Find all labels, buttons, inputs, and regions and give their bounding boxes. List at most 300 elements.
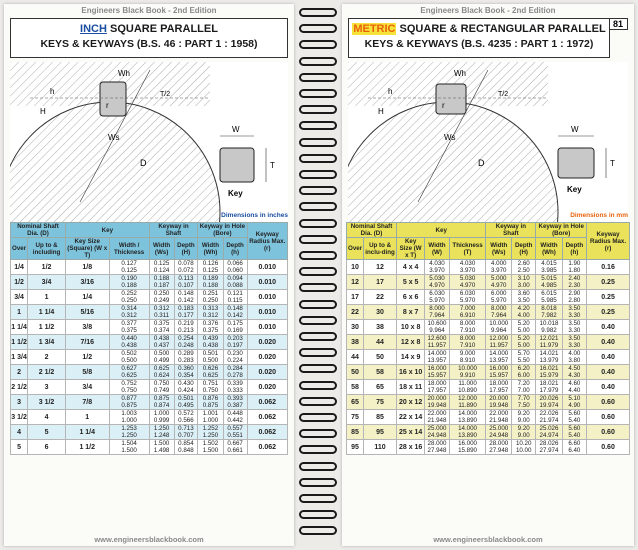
max-value: 16.000	[458, 440, 478, 447]
max-value: 1.500	[153, 440, 170, 447]
table-cell	[587, 290, 630, 305]
table-cell	[425, 335, 449, 350]
max-value: 28.026	[539, 440, 559, 447]
diagram-label-key: Key	[228, 189, 243, 198]
table-cell	[562, 320, 586, 335]
max-value: 0.377	[121, 320, 137, 327]
table-cell	[109, 350, 149, 365]
min-value: 0.375	[121, 327, 137, 334]
title-line2: KEYS & KEYWAYS (B.S. 46 : PART 1 : 1958)	[40, 38, 258, 50]
min-value: 4.40	[568, 387, 581, 394]
binding-ring-icon	[299, 397, 337, 406]
min-value: 2.30	[568, 282, 581, 289]
table-row	[347, 410, 630, 425]
table-row	[347, 380, 630, 395]
cell-value: 1	[85, 413, 90, 421]
table-row	[347, 335, 630, 350]
cell-value: 0.020	[258, 383, 277, 391]
diagram-label-ws: Ws	[444, 133, 456, 142]
min-value: 19.948	[427, 402, 447, 409]
table-cell	[512, 395, 536, 410]
max-value: 10.000	[489, 320, 509, 327]
table-cell	[109, 395, 149, 410]
binding-ring-icon	[299, 413, 337, 422]
binding-ring-icon	[299, 154, 337, 163]
page-title	[348, 18, 610, 58]
table-cell	[223, 275, 247, 290]
cell-value: 2 1/2	[11, 383, 27, 391]
min-value: 5.970	[459, 297, 476, 304]
header-ws: Width (Ws)	[149, 238, 174, 260]
table-cell	[587, 395, 630, 410]
table-cell	[364, 350, 397, 365]
table-cell	[11, 275, 28, 290]
max-value: 0.339	[227, 380, 243, 387]
binding-ring-icon	[299, 283, 337, 292]
diagram-label-D: D	[140, 158, 147, 168]
table-cell	[364, 320, 397, 335]
max-value: 8.000	[459, 320, 476, 327]
header-over: Over	[347, 238, 364, 260]
diagram-label-T: T	[270, 161, 275, 170]
table-cell	[562, 350, 586, 365]
binding-ring-icon	[299, 526, 337, 535]
max-value: 0.175	[227, 320, 243, 327]
table-cell	[223, 425, 247, 440]
max-value: 4.60	[568, 380, 581, 387]
table-cell	[223, 290, 247, 305]
max-value: 20.000	[427, 395, 447, 402]
table-cell	[512, 260, 536, 275]
min-value: 3.50	[517, 297, 530, 304]
min-value: 15.957	[489, 372, 509, 379]
table-cell	[28, 350, 66, 365]
diagram-label-H: H	[40, 107, 46, 116]
table-cell	[397, 425, 425, 440]
min-value: 11.979	[539, 342, 559, 349]
max-value: 5.030	[459, 275, 476, 282]
min-value: 4.30	[568, 372, 581, 379]
min-value: 5.00	[517, 327, 530, 334]
max-value: 0.440	[121, 335, 137, 342]
cell-value: 0.010	[258, 263, 277, 271]
cell-value: 0.020	[258, 353, 277, 361]
max-value: 18.021	[539, 380, 559, 387]
cell-value: 5/16	[80, 308, 95, 316]
min-value: 0.107	[178, 282, 194, 289]
min-value: 0.442	[227, 417, 243, 424]
table-cell	[28, 260, 66, 275]
header-depth-H: Depth (H)	[512, 238, 536, 260]
binding-ring-icon	[299, 478, 337, 487]
table-cell	[11, 380, 28, 395]
min-value: 9.910	[459, 372, 476, 379]
max-value: 16.021	[539, 365, 559, 372]
header-keyway-shaft: Keyway in Shaft	[486, 223, 536, 238]
metric-keys-table	[346, 222, 630, 455]
header-keyway-hole: Keyway in Hole (Bore)	[536, 223, 587, 238]
max-value: 14.021	[539, 350, 559, 357]
cell-value: 3	[17, 398, 21, 406]
table-cell	[587, 380, 630, 395]
table-cell	[223, 365, 247, 380]
cell-value: 20 x 12	[398, 398, 423, 406]
cell-value: 5	[17, 443, 21, 451]
min-value: 0.424	[178, 387, 194, 394]
min-value: 10.890	[458, 387, 478, 394]
table-cell	[364, 425, 397, 440]
max-value: 1.000	[153, 410, 170, 417]
max-value: 3.50	[568, 320, 581, 327]
title-highlight: METRIC	[353, 23, 396, 35]
max-value: 4.00	[568, 350, 581, 357]
table-row	[347, 305, 630, 320]
table-cell	[562, 410, 586, 425]
cell-value: 0.020	[258, 338, 277, 346]
table-cell	[449, 365, 486, 380]
max-value: 0.066	[227, 260, 243, 267]
table-cell	[11, 320, 28, 335]
table-cell	[562, 425, 586, 440]
table-cell	[364, 290, 397, 305]
cell-value: 0.062	[258, 398, 277, 406]
table-row	[11, 290, 288, 305]
min-value: 0.874	[153, 402, 170, 409]
max-value: 9.000	[459, 350, 476, 357]
table-row	[347, 425, 630, 440]
table-cell	[425, 350, 449, 365]
min-value: 5.50	[517, 357, 530, 364]
min-value: 9.00	[517, 417, 530, 424]
cell-value: 38	[351, 338, 359, 346]
binding-ring-icon	[299, 235, 337, 244]
table-cell	[587, 410, 630, 425]
min-value: 0.248	[178, 342, 194, 349]
max-value: 6.20	[517, 365, 530, 372]
table-cell	[109, 275, 149, 290]
table-cell	[486, 350, 512, 365]
table-cell	[425, 290, 449, 305]
table-row	[11, 275, 288, 290]
min-value: 0.177	[178, 312, 194, 319]
max-value: 1.504	[121, 440, 137, 447]
table-cell	[65, 380, 109, 395]
header-shaft: Nominal Shaft Dia. (D)	[11, 223, 66, 238]
cell-value: 1 1/2	[79, 443, 96, 451]
min-value: 9.00	[517, 432, 530, 439]
max-value: 7.000	[459, 305, 476, 312]
table-cell	[149, 350, 174, 365]
max-value: 0.078	[178, 260, 194, 267]
cell-value: 22 x 14	[398, 413, 423, 421]
table-cell	[562, 365, 586, 380]
min-value: 0.312	[121, 312, 137, 319]
cell-value: 1	[44, 293, 49, 301]
cell-value: 0.010	[258, 278, 277, 286]
max-value: 0.203	[227, 335, 243, 342]
max-value: 16.000	[489, 365, 509, 372]
min-value: 1.500	[121, 447, 137, 454]
page-footer: www.engineersblackbook.com	[94, 535, 204, 544]
max-value: 5.20	[517, 320, 530, 327]
table-cell	[149, 320, 174, 335]
min-value: 7.982	[541, 312, 557, 319]
table-row	[347, 350, 630, 365]
header-width: Width / Thickness	[109, 238, 149, 260]
diagram-label-key: Key	[567, 185, 582, 194]
table-cell	[449, 260, 486, 275]
table-cell	[65, 335, 109, 350]
min-value: 7.00	[517, 387, 530, 394]
min-value: 3.970	[491, 267, 507, 274]
table-cell	[512, 440, 536, 455]
table-cell	[587, 305, 630, 320]
table-cell	[11, 290, 28, 305]
diagram-label-D: D	[478, 158, 485, 168]
diagram-label-wh: Wh	[454, 69, 466, 78]
table-cell	[11, 440, 28, 455]
min-value: 0.125	[121, 267, 137, 274]
table-cell	[364, 440, 397, 455]
min-value: 6.910	[459, 312, 476, 319]
min-value: 0.142	[178, 297, 194, 304]
max-value: 3.50	[568, 305, 581, 312]
min-value: 2.50	[517, 267, 530, 274]
max-value: 12.000	[458, 395, 478, 402]
min-value: 0.249	[153, 297, 170, 304]
max-value: 9.20	[517, 410, 530, 417]
binding-ring-icon	[299, 138, 337, 147]
max-value: 4.20	[517, 305, 530, 312]
table-cell	[449, 440, 486, 455]
binding-ring-icon	[299, 462, 337, 471]
max-value: 4.030	[429, 260, 445, 267]
table-cell	[397, 320, 425, 335]
max-value: 0.148	[178, 290, 194, 297]
min-value: 0.278	[227, 372, 243, 379]
max-value: 0.121	[227, 290, 243, 297]
table-cell	[28, 305, 66, 320]
max-value: 25.000	[489, 425, 509, 432]
header-ws: Width (Ws)	[486, 238, 512, 260]
cell-value: 2	[17, 368, 21, 376]
max-value: 5.015	[541, 275, 557, 282]
table-cell	[11, 410, 28, 425]
min-value: 0.387	[227, 402, 243, 409]
max-value: 0.314	[121, 305, 137, 312]
max-value: 16.000	[427, 365, 447, 372]
max-value: 0.625	[153, 365, 170, 372]
table-cell	[397, 290, 425, 305]
max-value: 0.627	[121, 365, 137, 372]
cell-value: 16 x 10	[398, 368, 423, 376]
table-cell	[536, 290, 562, 305]
cell-value: 3 1/2	[38, 398, 55, 406]
table-cell	[512, 425, 536, 440]
max-value: 7.70	[517, 395, 530, 402]
max-value: 1.90	[568, 260, 581, 267]
cell-value: 38	[376, 323, 384, 331]
min-value: 6.00	[517, 372, 530, 379]
min-value: 0.188	[121, 282, 137, 289]
max-value: 0.752	[121, 380, 137, 387]
table-cell	[397, 335, 425, 350]
table-cell	[512, 320, 536, 335]
max-value: 18.000	[489, 380, 509, 387]
cell-value: 1/2	[82, 353, 93, 361]
table-cell	[587, 275, 630, 290]
table-cell	[449, 320, 486, 335]
cell-value: 1/8	[82, 263, 93, 271]
diagram-label-H: H	[378, 107, 384, 116]
max-value: 4.015	[541, 260, 557, 267]
table-cell	[65, 395, 109, 410]
cell-value: 95	[376, 428, 384, 436]
table-cell	[562, 305, 586, 320]
binding-ring-icon	[299, 348, 337, 357]
table-cell	[425, 425, 449, 440]
min-value: 0.750	[121, 387, 137, 394]
min-value: 5.985	[541, 297, 557, 304]
binding-ring-icon	[299, 494, 337, 503]
max-value: 6.015	[541, 290, 557, 297]
binding-ring-icon	[299, 202, 337, 211]
cell-value: 3/4	[41, 278, 52, 286]
table-row	[11, 305, 288, 320]
max-value: 6.030	[429, 290, 445, 297]
binding-ring-icon	[299, 24, 337, 33]
table-cell	[562, 395, 586, 410]
min-value: 0.375	[202, 327, 219, 334]
table-row	[11, 260, 288, 275]
table-cell	[397, 260, 425, 275]
table-cell	[149, 440, 174, 455]
table-cell	[512, 290, 536, 305]
max-value: 18.000	[427, 380, 447, 387]
min-value: 0.072	[178, 267, 194, 274]
cell-value: 5 x 5	[402, 278, 419, 286]
max-value: 8.000	[459, 335, 476, 342]
max-value: 5.70	[517, 350, 530, 357]
min-value: 0.060	[227, 267, 243, 274]
table-row	[347, 320, 630, 335]
table-cell	[198, 290, 223, 305]
cell-value: 5/8	[82, 368, 93, 376]
table-cell	[174, 260, 198, 275]
max-value: 22.000	[427, 410, 447, 417]
table-cell	[397, 440, 425, 455]
min-value: 0.848	[178, 447, 194, 454]
min-value: 15.957	[427, 372, 447, 379]
table-row	[11, 395, 288, 410]
table-cell	[486, 380, 512, 395]
page-title	[10, 18, 288, 58]
max-value: 0.126	[202, 260, 219, 267]
min-value: 0.197	[227, 342, 243, 349]
max-value: 5.000	[491, 275, 507, 282]
table-cell	[198, 410, 223, 425]
table-cell	[364, 395, 397, 410]
table-cell	[364, 380, 397, 395]
table-cell	[347, 350, 364, 365]
cell-value: 0.40	[601, 338, 615, 346]
cell-value: 12 x 8	[400, 338, 421, 346]
cell-value: 1 3/4	[38, 338, 55, 346]
table-cell	[198, 305, 223, 320]
cell-value: 0.60	[601, 428, 615, 436]
table-cell	[449, 380, 486, 395]
cell-value: 1	[17, 308, 21, 316]
diagram-label-half: T/2	[160, 91, 171, 98]
table-cell	[347, 425, 364, 440]
table-cell	[512, 365, 536, 380]
min-value: 5.00	[517, 342, 530, 349]
table-cell	[11, 425, 28, 440]
min-value: 5.970	[491, 297, 507, 304]
table-cell	[247, 350, 287, 365]
max-value: 22.000	[489, 410, 509, 417]
min-value: 1.498	[153, 447, 170, 454]
table-cell	[347, 365, 364, 380]
cell-value: 0.40	[601, 353, 615, 361]
table-cell	[198, 350, 223, 365]
table-cell	[449, 305, 486, 320]
keyway-diagram	[348, 62, 628, 222]
min-value: 3.00	[517, 282, 530, 289]
table-cell	[109, 305, 149, 320]
header-keyway-shaft: Keyway in Shaft	[149, 223, 198, 238]
table-cell	[512, 305, 536, 320]
cell-value: 85	[351, 428, 359, 436]
min-value: 13.957	[489, 357, 509, 364]
table-cell	[11, 260, 28, 275]
table-cell	[28, 380, 66, 395]
header-upto: Up to & including	[28, 238, 66, 260]
table-row	[347, 395, 630, 410]
max-value: 4.50	[568, 365, 581, 372]
min-value: 0.437	[153, 342, 170, 349]
min-value: 27.948	[489, 447, 509, 454]
cell-value: 18 x 11	[399, 383, 423, 391]
max-value: 7.20	[517, 380, 530, 387]
table-cell	[486, 275, 512, 290]
min-value: 0.224	[227, 357, 243, 364]
max-value: 0.189	[202, 275, 219, 282]
min-value: 7.964	[429, 312, 445, 319]
table-cell	[11, 350, 28, 365]
table-cell	[512, 380, 536, 395]
min-value: 0.374	[153, 327, 170, 334]
table-cell	[223, 320, 247, 335]
table-cell	[198, 425, 223, 440]
max-value: 1.001	[202, 410, 219, 417]
max-value: 5.60	[568, 425, 581, 432]
table-cell	[65, 365, 109, 380]
table-cell	[109, 260, 149, 275]
binding-ring-icon	[299, 381, 337, 390]
cell-value: 12	[376, 263, 384, 271]
table-cell	[486, 335, 512, 350]
max-value: 6.60	[568, 440, 581, 447]
cell-value: 75	[351, 413, 359, 421]
table-row	[11, 380, 288, 395]
cell-value: 95	[351, 443, 359, 451]
cell-value: 44	[351, 353, 359, 361]
min-value: 0.749	[153, 387, 170, 394]
cell-value: 0.16	[601, 263, 615, 271]
min-value: 27.948	[427, 447, 447, 454]
max-value: 0.626	[202, 365, 219, 372]
